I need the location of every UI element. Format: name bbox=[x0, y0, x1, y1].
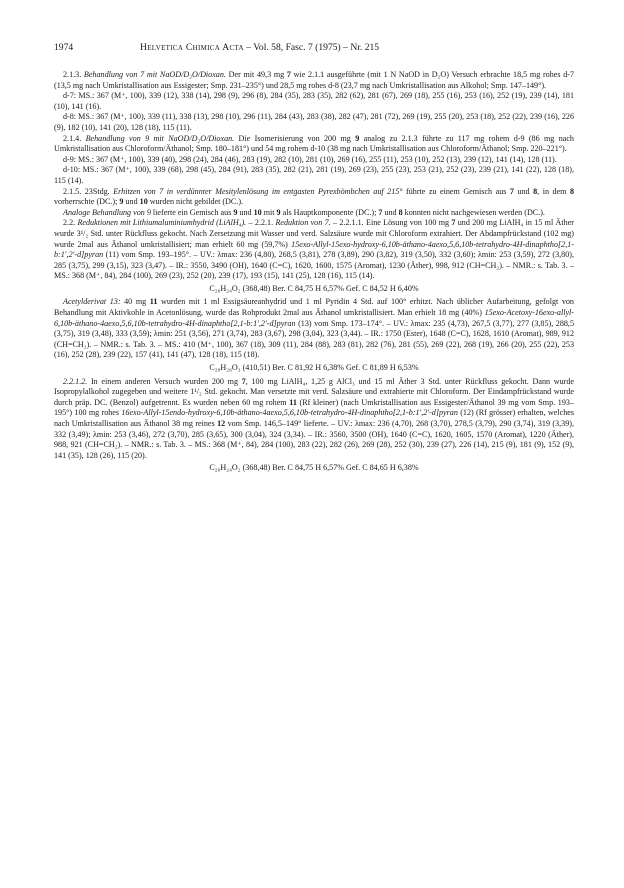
text-run: 9 bbox=[276, 207, 281, 217]
text-run: 9 bbox=[233, 207, 238, 217]
text-run: 7 bbox=[241, 376, 246, 386]
text-run: Die Isomerisierung von 200 mg bbox=[234, 133, 356, 143]
text-run: 10 bbox=[139, 197, 148, 207]
elemental-analysis bbox=[54, 284, 574, 295]
paragraph bbox=[54, 218, 574, 282]
text-run: (11) vom Smp. 193–195°. – UV.: λmax: 236 (4,80), 268,5 (3,81), 278 (3,89), 290 (3,82), 319 (3,50), 332 (3,60); λmin: 253 (3,59), 272 (3,80), 285 (3,75), 299 (3,15), 323 (3,47). – IR.: 3550, 3490 (OH), 1640 (C=C), 1620, 1600, 1575 (Aromat), 1230 (Äther), 998, 912 (CH=CH₂). – NMR.: s. Tab. 3. – MS.: 368 (M⁺, 84), 284 (100), 269 (23), 252 (20), 239 (17), 193 (15), 141 (25), 128 (16), 115 (14). bbox=[54, 250, 574, 281]
text-run: als Hauptkomponente (DC.); bbox=[280, 207, 379, 217]
text-run: 9 bbox=[119, 197, 124, 207]
text-run: d-7: MS.: 367 (M⁺, 100), 339 (12), 338 (14), 298 (9), 296 (8), 284 (35), 283 (35), 282 (62), 281 (67), 269 (18), 255 (16), 253 (16), 252 (19), 239 (14), 181 (10), 141 (16). bbox=[54, 91, 574, 111]
text-run: C₂₆H₂₄O₂ (368,48) Ber. C 84,75 H 6,57% Gef. C 84,52 H 6,40% bbox=[209, 283, 419, 293]
elemental-analysis bbox=[54, 363, 574, 374]
text-run: C₂₆H₂₄O₂ (368,48) Ber. C 84,75 H 6,57% Gef. C 84,65 H 6,38% bbox=[209, 463, 419, 473]
text-run: Reduktion von 7. bbox=[275, 218, 331, 228]
paragraph bbox=[54, 165, 574, 186]
text-run: und bbox=[382, 207, 399, 217]
text-run: In einem anderen Versuch wurden 200 mg bbox=[87, 376, 242, 386]
text-run: konnten nicht nachgewiesen werden (DC.). bbox=[402, 207, 545, 217]
text-run: 9 bbox=[355, 133, 360, 143]
text-run: wurden nicht gebildet (DC.). bbox=[147, 197, 244, 207]
paragraph bbox=[54, 134, 574, 155]
text-run: Der mit 49,3 mg bbox=[225, 70, 287, 79]
text-run: 2.1.5. 23Stdg. bbox=[63, 186, 114, 196]
running-header bbox=[54, 42, 574, 58]
text-run: 8 bbox=[398, 207, 403, 217]
text-run: 11 bbox=[149, 297, 158, 307]
text-run: 7 bbox=[286, 70, 291, 79]
text-run: d-8: MS.: 367 (M⁺, 100), 339 (11), 338 (13), 298 (10), 296 (11), 284 (43), 283 (38), 282 (47), 281 (72), 269 (19), 255 (20), 253 (18), 252 (22), 239 (16), 226 (9), 182 (10), 141 (20), 128 (18), 115 (11). bbox=[54, 112, 574, 132]
paragraph bbox=[54, 70, 574, 91]
text-run: d-10: MS.: 367 (M⁺, 100), 339 (68), 298 (45), 284 (91), 283 (35), 282 (21), 281 (19), 269 (23), 255 (23), 253 (21), 252 (23), 239 (21), 141 (22), 128 (18), 115 (14). bbox=[54, 165, 574, 185]
text-run: – 2.2.1. bbox=[246, 218, 276, 228]
text-run: wie 2.1.1 ausgeführte (mit 1 N NaOD in D₂O) Versuch erbrachte 18,5 mg rohes d-7 (13,5 mg nach Umkristallisation aus Essigester; Smp. 231–235°) und 28,5 mg rohes d-8 (23,7 mg nach Umkristallisation aus Alkohol; Smp. 147–149°). bbox=[54, 70, 574, 90]
text-run: Behandlung von 9 mit NaOD/D₂O/Dioxan. bbox=[85, 133, 235, 143]
text-run: Acetylderivat 13: bbox=[63, 297, 121, 307]
text-run: Reduktionen mit Lithiumaluminiumhydrid (LiAlH₄). bbox=[77, 218, 247, 228]
text-run: wurden mit 1 ml Essigsäureanhydrid und 1 ml Pyridin 4 Std. auf 100° erhitzt. Nach üblicher Aufarbeitung, gefolgt von Behandlung mit Aktivkohle in Acetonlösung, wurde das Rohprodukt 2mal aus Äthanol umkristallisiert. Man erhielt 18 mg (40%) bbox=[54, 297, 574, 318]
text-run: 2.2. bbox=[63, 218, 78, 228]
text-run: 16exo-Allyl-15endo-hydroxy-6,10b-äthano-4aexo,5,6,10b-tetrahydro-4H-dinaphtho[2,1-b:1′,2′-d]pyran bbox=[121, 408, 458, 418]
text-run: 2.1.3. bbox=[63, 70, 84, 79]
journal-line bbox=[140, 42, 379, 53]
page-number: 1974 bbox=[54, 42, 74, 53]
text-run: 8 bbox=[533, 186, 538, 196]
journal-name: Helvetica Chimica Acta bbox=[140, 42, 244, 53]
text-run: 11 bbox=[289, 397, 297, 407]
paragraph bbox=[54, 91, 574, 112]
elemental-analysis bbox=[54, 463, 574, 474]
page bbox=[54, 42, 574, 477]
text-run: lieferte ein Gemisch aus bbox=[150, 207, 234, 217]
paragraph bbox=[54, 377, 574, 462]
text-run: (12) (Rf grösser) erhalten, welches nach Umkristallisation aus Äthanol 38 mg reines bbox=[54, 408, 574, 428]
text-run: Erhitzen von 7 in verdünnter Mesitylenlösung im entgasten Pyrexbömbchen auf 215° bbox=[113, 186, 403, 196]
text-run: und bbox=[123, 197, 140, 207]
text-run: Analoge Behandlung von 9 bbox=[63, 207, 151, 217]
text-run: führte zu einem Gemisch aus bbox=[402, 186, 510, 196]
text-run: 8 bbox=[569, 186, 575, 196]
text-run: (Rf kleiner) (nach Umkristallisation aus Essigester/Äthanol 39 mg vom Smp. 193–195°) 100 mg rohes bbox=[54, 397, 574, 418]
paragraph bbox=[54, 155, 574, 166]
text-run: 7 bbox=[509, 186, 514, 196]
text-run: Behandlung von 7 mit NaOD/D₂O/Dioxan. bbox=[83, 70, 226, 79]
text-run: , in dem bbox=[537, 186, 570, 196]
text-run: vom Smp. 146,5–149° lieferte. – UV.: λmax: 236 (4,70), 268 (3,70), 278,5 (3,79), 290 (3,74), 319 (3,39), 332 (3,49); λmin: 253 (3,46), 272 (3,70), 285 (3,65), 300 (3,04), 324 (3,34). – IR.: 3560, 3500 (OH), 1640 (C=C), 1620, 1605, 1570 (Aromat), 1220 (Äther), 988, 921 (CH=CH₂). – NMR.: s. Tab. 3. – MS.: 368 (M⁺, 84), 284 (100), 283 (22), 282 (26), 269 (28), 252 (30), 239 (27), 226 (14), 215 (9), 181 (9), 152 (9), 141 (35), 128 (26), 115 (20). bbox=[54, 419, 574, 460]
text-run: 15exo-Allyl-15exo-hydroxy-6,10b-äthano-4aexo,5,6,10b-tetrahydro-4H-dinaphtho[2,1-b:1′,2′-d]pyran bbox=[54, 239, 574, 260]
text-run: (13) vom Smp. 173–174°. – UV.: λmax: 235 (4,73), 267,5 (3,77), 277 (3,85), 288,5 (3,75), 319 (3,48), 333 (3,59); λmin: 251 (3,56), 271 (3,74), 283 (3,67), 298 (3,04), 323 (3,44). – IR.: 1750 (Ester), 1648 (C=C), 1628, 1610 (Aromat), 989, 912 (CH=CH₂). – NMR.: s. Tab. 3. – MS.: 410 (M⁺, 100), 367 (18), 309 (11), 284 (88), 283 (81), 282 (76), 281 (55), 269 (22), 268 (19), 266 (20), 255 (22), 253 (16), 252 (28), 239 (22), 157 (41), 141 (47), 128 (18), 115 (18). bbox=[54, 318, 574, 360]
text-run: d-9: MS.: 367 (M⁺, 100), 339 (40), 298 (24), 284 (46), 283 (19), 282 (10), 281 (10), 269 (16), 255 (11), 253 (10), 252 (13), 239 (12), 141 (14), 128 (11). bbox=[63, 154, 557, 164]
text-run: 2.2.1.2. bbox=[63, 376, 88, 386]
text-run: C₂₈H₂₆O₃ (410,51) Ber. C 81,92 H 6,38% Gef. C 81,89 H 6,53% bbox=[209, 363, 419, 373]
text-run: und 200 mg LiAlH₄ in 15 ml Äther wurde 3¹/₂ Std. unter Rückfluss gekocht. Nach Zersetzung mit Wasser und verd. Salzsäure wurde mit Chloroform extrahiert. Der Abdampfrückstand (102 mg) wurde 2mal aus Äthanol umkristallisiert; man erhielt 60 mg (59,7%) bbox=[54, 218, 574, 249]
text-run: 2.1.4. bbox=[63, 133, 86, 143]
text-run: vorherrschte (DC.); bbox=[54, 197, 120, 207]
paragraph bbox=[54, 297, 574, 361]
paragraph bbox=[54, 187, 574, 208]
text-run: 15exo-Acetoxy-16exo-allyl-6,10b-äthano-4aexo,5,6,10b-tetrahydro-4H-dinaphtho[2,1-b:1′,2′-d]pyran bbox=[54, 308, 574, 328]
text-run: 7 bbox=[378, 207, 383, 217]
text-run: 10 bbox=[253, 207, 262, 217]
volume-info: – Vol. 58, Fasc. 7 (1975) – Nr. 215 bbox=[243, 42, 380, 53]
text-run: analog zu 2.1.3 führte zu 117 mg rohem d-9 (86 mg nach Umkristallisation aus Chloroform/Äthanol; Smp. 180–181°) und 54 mg rohem d-10 (38 mg nach Umkristallisation aus Chloroform/Äthanol; Smp. 220–221°). bbox=[54, 133, 574, 154]
paragraph bbox=[54, 112, 574, 133]
text-run: und bbox=[513, 186, 534, 196]
paragraph bbox=[54, 208, 574, 219]
text-run: mit bbox=[261, 207, 277, 217]
text-run: und bbox=[237, 207, 254, 217]
text-run: 40 mg bbox=[120, 297, 150, 307]
text-run: 12 bbox=[217, 419, 226, 428]
text-run: – 2.2.1.1. Eine Lösung von 100 mg bbox=[330, 218, 452, 228]
text-run: , 100 mg LiAlH₄, 1,25 g AlCl₃ und 15 ml Äther 3 Std. unter Rückfluss gekocht. Dann wurde Isopropylalkohol zugegeben und weitere 1¹/₂ Std. gekocht. Man versetzte mit verd. Salzsäure und extrahierte mit Chloroform. Der Eindampfrückstand wurde durch präp. DC. (Benzol) aufgetrennt. Es wurden neben 60 mg rohem bbox=[54, 376, 574, 407]
experimental-section bbox=[54, 70, 574, 474]
text-run: 7 bbox=[451, 218, 456, 228]
